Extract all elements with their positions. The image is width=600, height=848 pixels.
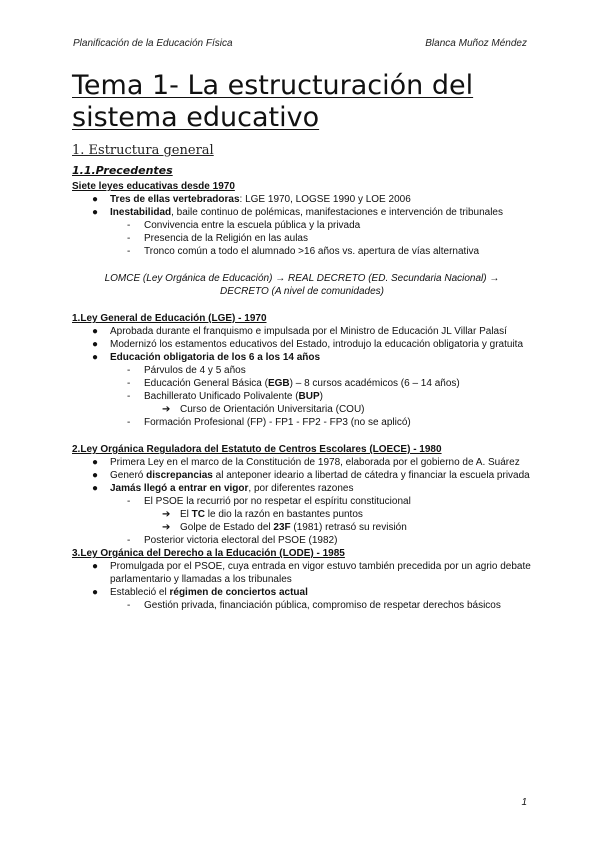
item-text: , baile continuo de polémicas, manifestaciones e intervención de tribunales (171, 207, 503, 218)
document-body (72, 143, 532, 612)
bold-text: Tres de ellas vertebradoras (110, 194, 240, 205)
dash-icon: - (127, 220, 131, 231)
intro-list (72, 193, 532, 258)
list-item (72, 495, 532, 508)
list-item (72, 521, 532, 534)
bold-text: 23F (273, 522, 291, 533)
item-text: Formación Profesional (FP) - FP1 - FP2 - FP3 (no se aplicó) (144, 417, 411, 428)
bold-text: régimen de conciertos actual (169, 587, 308, 598)
item-text: Modernizó los estamentos educativos del Estado, introdujo la educación obligatoria y gratuita (110, 339, 524, 350)
item-text: le dio la razón en bastantes puntos (205, 509, 363, 520)
item-text: Golpe de Estado del (180, 522, 274, 533)
item-text: Aprobada durante el franquismo e impulsada por el Ministro de Educación JL Villar Palasí (110, 326, 507, 337)
arrow-icon: ➔ (162, 509, 171, 520)
list-item (72, 325, 532, 338)
item-text: : LGE 1970, LOGSE 1990 y LOE 2006 (239, 194, 411, 205)
bullet-icon: ● (92, 352, 99, 363)
item-text: Educación General Básica ( (144, 378, 268, 389)
item-text: Tronco común a todo el alumnado >16 años vs. apertura de vías alternativa (144, 246, 480, 257)
item-text: Gestión privada, financiación pública, compromiso de respetar derechos básicos (144, 600, 501, 611)
dash-icon: - (127, 391, 131, 402)
subsection-heading: 1.1.Precedentes (72, 164, 173, 177)
dash-icon: - (127, 365, 131, 376)
list-item (72, 456, 532, 469)
bullet-icon: ● (92, 339, 99, 350)
bullet-icon: ● (92, 194, 99, 205)
list-item (72, 219, 532, 232)
dash-icon: - (127, 535, 131, 546)
list-item (72, 364, 532, 377)
list-item (72, 232, 532, 245)
lge-list (72, 325, 532, 429)
arrow-icon: ➔ (162, 404, 171, 415)
list-item (72, 193, 532, 206)
list-item (72, 586, 532, 599)
item-text: Promulgada por el PSOE, cuya entrada en vigor estuvo también precedida por un agrio debate parlamentario y llamadas a los tribunales (110, 561, 531, 585)
bold-text: EGB (267, 378, 290, 389)
bold-text: discrepancias (146, 470, 213, 481)
list-item (72, 560, 532, 586)
dash-icon: - (127, 246, 131, 257)
bold-text: Inestabilidad (110, 207, 172, 218)
dash-icon: - (127, 378, 131, 389)
bold-text: BUP (298, 391, 320, 402)
item-text: El (180, 509, 192, 520)
list-item (72, 245, 532, 258)
item-text: El PSOE la recurrió por no respetar el espíritu constitucional (144, 496, 411, 507)
loece-title: 2.Ley Orgánica Reguladora del Estatuto de Centros Escolares (LOECE) - 1980 (72, 444, 442, 455)
bullet-icon: ● (92, 561, 99, 572)
item-text: ) – 8 cursos académicos (6 – 14 años) (289, 378, 460, 389)
header-right: Blanca Muñoz Méndez (425, 38, 527, 49)
list-item (72, 403, 532, 416)
item-text: Generó (110, 470, 147, 481)
lode-title: 3.Ley Orgánica del Derecho a la Educación (LODE) - 1985 (72, 548, 345, 559)
dash-icon: - (127, 496, 131, 507)
bullet-icon: ● (92, 587, 99, 598)
lge-title: 1.Ley General de Educación (LGE) - 1970 (72, 313, 267, 324)
item-text: al anteponer ideario a libertad de cátedra y financiar la escuela privada (212, 470, 530, 481)
header-left: Planificación de la Educación Física (73, 38, 233, 49)
list-item (72, 206, 532, 219)
dash-icon: - (127, 417, 131, 428)
item-text: Primera Ley en el marco de la Constitución de 1978, elaborada por el gobierno de A. Suárez (110, 457, 520, 468)
list-item (72, 416, 532, 429)
page-title: Tema 1- La estructuración del sistema educativo (72, 70, 474, 133)
bullet-icon: ● (92, 483, 99, 494)
bullet-icon: ● (92, 457, 99, 468)
item-text: Posterior victoria electoral del PSOE (1982) (144, 535, 338, 546)
list-item (72, 338, 532, 351)
item-text: Párvulos de 4 y 5 años (144, 365, 246, 376)
item-text: , por diferentes razones (248, 483, 354, 494)
intro-title: Siete leyes educativas desde 1970 (72, 181, 235, 192)
bold-text: TC (191, 509, 206, 520)
list-item (72, 508, 532, 521)
bold-text: Jamás llegó a entrar en vigor (110, 483, 249, 494)
item-text: ) (319, 391, 323, 402)
bullet-icon: ● (92, 207, 99, 218)
list-item (72, 482, 532, 495)
list-item (72, 534, 532, 547)
list-item (72, 377, 532, 390)
lode-list (72, 560, 532, 612)
bold-text: Educación obligatoria de los 6 a los 14 años (110, 352, 321, 363)
section-heading: 1. Estructura general (72, 143, 214, 158)
item-text: Presencia de la Religión en las aulas (144, 233, 308, 244)
dash-icon: - (127, 600, 131, 611)
item-text: Curso de Orientación Universitaria (COU) (180, 404, 365, 415)
loece-list (72, 456, 532, 547)
list-item (72, 469, 532, 482)
item-text: Convivencia entre la escuela pública y la privada (144, 220, 361, 231)
item-text: Bachillerato Unificado Polivalente ( (144, 391, 299, 402)
list-item (72, 351, 532, 364)
arrow-icon: ➔ (162, 522, 171, 533)
list-item (72, 390, 532, 403)
list-item (72, 599, 532, 612)
page-number: 1 (521, 797, 527, 808)
lomce-note: LOMCE (Ley Orgánica de Educación) → REAL DECRETO (ED. Secundaria Nacional) → DECRETO (A nivel de comunidades) (104, 273, 500, 297)
item-text: Estableció el (110, 587, 170, 598)
dash-icon: - (127, 233, 131, 244)
bullet-icon: ● (92, 326, 99, 337)
bullet-icon: ● (92, 470, 99, 481)
item-text: (1981) retrasó su revisión (290, 522, 407, 533)
